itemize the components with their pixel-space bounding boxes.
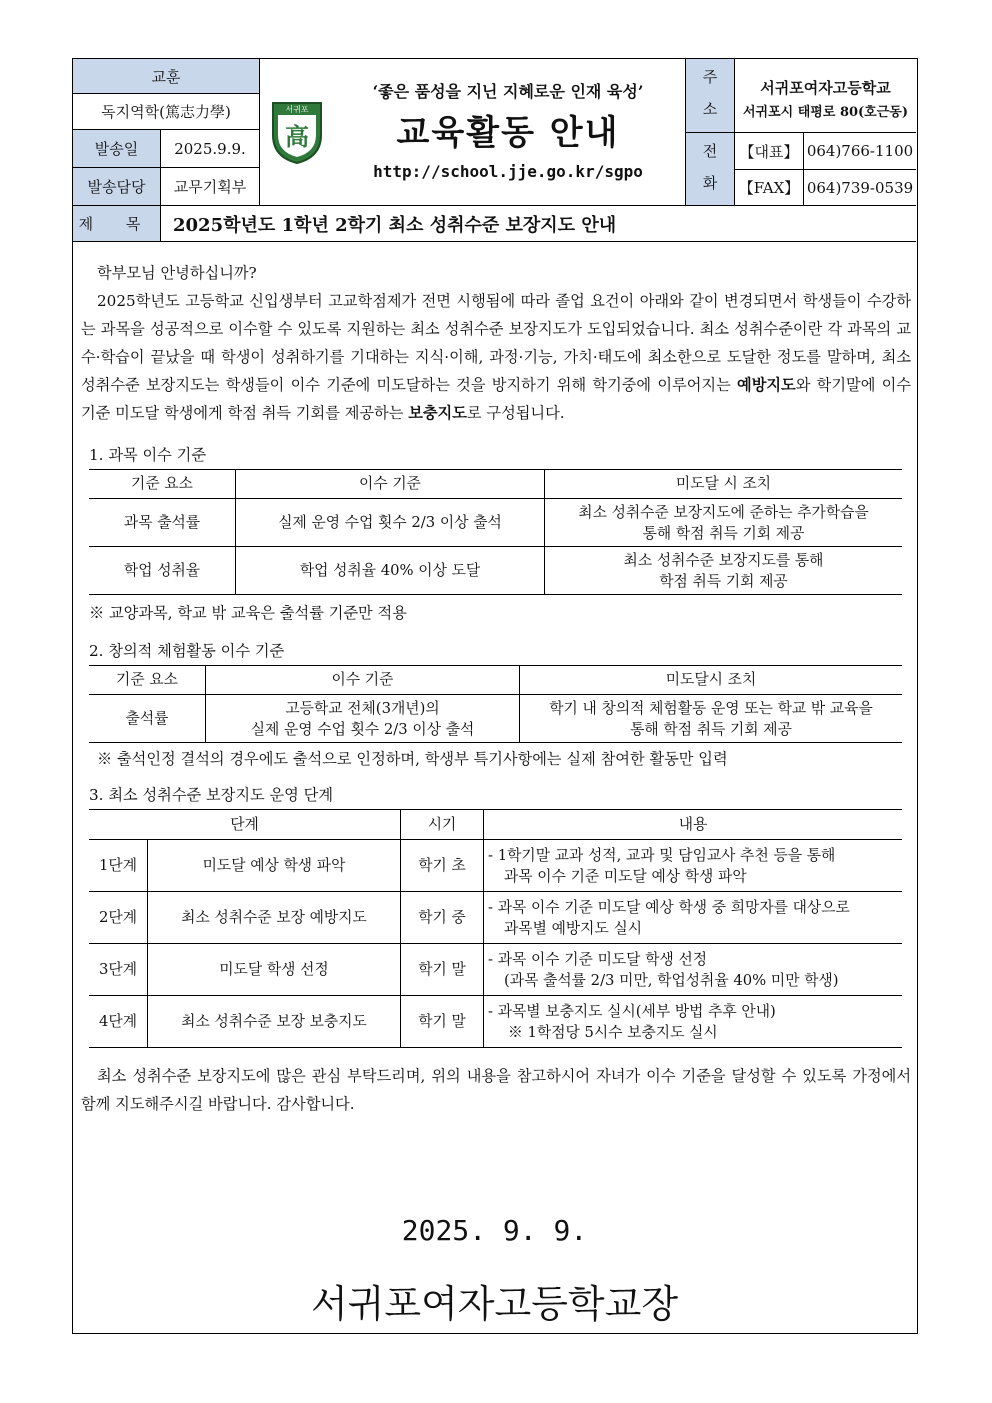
phone-label: 전 화 (686, 132, 734, 205)
table-cell: 학기 말 (401, 944, 484, 996)
intro-bold-supplementary: 보충지도 (408, 404, 467, 422)
fax-value: 064)739-0539 (803, 169, 916, 205)
section3-title: 3. 최소 성취수준 보장지도 운영 단계 (89, 786, 334, 804)
column-header: 내용 (484, 810, 903, 840)
table-cell: 학기 초 (401, 840, 484, 892)
date-value: 2025.9.9. (160, 129, 259, 167)
section2-title: 2. 창의적 체험활동 이수 기준 (89, 642, 285, 660)
subject-label: 제 목 (73, 206, 160, 241)
date-label: 발송일 (73, 129, 160, 167)
sign-date: 2025. 9. 9. (401, 1214, 588, 1247)
column-header: 단계 (89, 810, 401, 840)
operation-steps-table (89, 809, 902, 1048)
table-cell: 최소 성취수준 보장 예방지도 (148, 892, 401, 944)
cell-line: 학점 취득 기회 제공 (659, 572, 788, 590)
slogan: ‘좋은 품성을 지닌 지혜로운 인재 육성’ (372, 82, 644, 101)
table-row (89, 996, 902, 1048)
cell-line: ※ 1학점당 5시수 보충지도 실시 (508, 1023, 718, 1041)
cell-line: 최소 성취수준 보장지도에 준하는 추가학습을 (578, 503, 869, 521)
table-cell: 학기 말 (401, 996, 484, 1048)
fax-label: 【FAX】 (735, 169, 803, 205)
table-cell: 3단계 (89, 944, 148, 996)
cell-line: 실제 운영 수업 횟수 2/3 이상 출석 (250, 720, 475, 738)
table-cell: 실제 운영 수업 횟수 2/3 이상 출석 (236, 499, 545, 547)
table-cell: 출석률 (89, 695, 206, 743)
cell-line: 최소 성취수준 보장지도를 통해 (623, 551, 824, 569)
cell-line: - 과목별 보충지도 실시(세부 방법 추후 안내) (488, 1002, 776, 1020)
table-cell (545, 547, 903, 595)
cell-line: 통해 학점 취득 기회 제공 (642, 524, 805, 542)
table-cell: 학업 성취율 40% 이상 도달 (236, 547, 545, 595)
cell-line: - 1학기말 교과 성적, 교과 및 담임교사 추천 등을 통해 (488, 846, 836, 864)
column-header: 이수 기준 (206, 666, 520, 695)
subject-row (73, 205, 916, 242)
table-cell (206, 695, 520, 743)
school-emblem-icon (269, 99, 325, 165)
school-address: 서귀포시 태평로 80(호근동) (742, 105, 909, 120)
intro-text-3: 로 구성됩니다. (466, 404, 565, 422)
closing-paragraph: 최소 성취수준 보장지도에 많은 관심 부탁드리며, 위의 내용을 참고하시어 자녀가 이수 기준을 달성할 수 있도록 가정에서 함께 지도해주시길 바랍니다. 감사합니다. (81, 1067, 911, 1113)
intro-text-1: 2025학년도 고등학교 신입생부터 고교학점제가 전면 시행됨에 따라 졸업 요건이 아래와 같이 변경되면서 학생들이 수강하는 과목을 성공적으로 이수할 수 있도록 지원하는 최소 성취수준 보장지도가 도입되었습니다. 최소 성취수준이란 각 과목의 교수·학습이 끝났을 때 학생이 성취하기를 기대하는 지식·이해, 과정·기능, 가치·태도에 최소한으로 도달한 정도를 말하며, 최소 성취수준 보장지도는 학생들이 이수 기준에 미도달하는 것을 방지하기 위해 학기중에 이루어지는 (81, 292, 911, 394)
table-cell: 과목 출석률 (89, 499, 236, 547)
principal-signature: 서귀포여자고등학교장 (310, 1282, 679, 1326)
motto-value: 독지역학(篤志力學) (73, 93, 259, 129)
table-cell: 1단계 (89, 840, 148, 892)
table-cell: 미도달 예상 학생 파악 (148, 840, 401, 892)
school-name: 서귀포여자고등학교 (760, 79, 891, 97)
cell-line: 통해 학점 취득 기회 제공 (630, 720, 792, 738)
greeting: 학부모님 안녕하십니까? (97, 264, 257, 282)
table-row (89, 892, 902, 944)
table-cell: 2단계 (89, 892, 148, 944)
table-header-row (89, 810, 902, 840)
table-cell (484, 892, 903, 944)
column-header: 시기 (401, 810, 484, 840)
activity-criteria-table (89, 665, 902, 743)
table-row (89, 840, 902, 892)
tel-label: 【대표】 (735, 132, 803, 169)
dept-value: 교무기획부 (160, 167, 259, 205)
table-cell: 최소 성취수준 보장 보충지도 (148, 996, 401, 1048)
table-cell (484, 944, 903, 996)
document-frame (72, 58, 918, 1334)
letterhead (73, 59, 916, 242)
table-cell: 학기 중 (401, 892, 484, 944)
cell-line: 과목 이수 기준 미도달 예상 학생 파악 (504, 867, 747, 885)
main-title: 교육활동 안내 (396, 113, 620, 153)
letter-body (81, 259, 911, 1118)
cell-line: (과목 출석률 2/3 미만, 학업성취율 40% 미만 학생) (504, 971, 839, 989)
table-row (89, 695, 902, 743)
cell-line: - 과목 이수 기준 미도달 예상 학생 중 희망자를 대상으로 (488, 898, 850, 916)
cell-line: 고등학교 전체(3개년)의 (285, 699, 440, 717)
section2-note: ※ 출석인정 결석의 경우에도 출석으로 인정하며, 학생부 특기사항에는 실제 참여한 활동만 입력 (97, 750, 728, 768)
column-header: 기준 요소 (89, 666, 206, 695)
table-cell (484, 840, 903, 892)
school-url[interactable]: http://school.jje.go.kr/sgpo (373, 162, 643, 181)
subject-value: 2025학년도 1학년 2학기 최소 성취수준 보장지도 안내 (160, 206, 916, 241)
table-cell (484, 996, 903, 1048)
cell-line: 과목별 예방지도 실시 (504, 919, 643, 937)
motto-label: 교훈 (73, 59, 259, 93)
cell-line: 학기 내 창의적 체험활동 운영 또는 학교 밖 교육을 (549, 699, 873, 717)
section1-title: 1. 과목 이수 기준 (89, 446, 207, 464)
section1-note: ※ 교양과목, 학교 밖 교육은 출석률 기준만 적용 (89, 604, 407, 622)
table-cell (545, 499, 903, 547)
emblem-center-text: 高 (285, 122, 309, 151)
table-header-row (89, 470, 902, 499)
cell-line: - 과목 이수 기준 미도달 학생 선정 (488, 950, 708, 968)
table-row (89, 547, 902, 595)
tel-value: 064)766-1100 (803, 132, 916, 169)
address-block (735, 59, 916, 132)
column-header: 이수 기준 (236, 470, 545, 499)
column-header: 미도달시 조치 (520, 666, 903, 695)
table-header-row (89, 666, 902, 695)
table-cell: 학업 성취율 (89, 547, 236, 595)
table-cell: 미도달 학생 선정 (148, 944, 401, 996)
table-cell (520, 695, 903, 743)
intro-text-2: 와 학기말에 이수 기준 미도달 학생에게 학점 취득 기회를 제공하는 (81, 376, 911, 422)
dept-label: 발송담당 (73, 167, 160, 205)
column-header: 미도달 시 조치 (545, 470, 903, 499)
course-criteria-table (89, 469, 902, 595)
table-row (89, 499, 902, 547)
table-cell: 4단계 (89, 996, 148, 1048)
intro-paragraph (81, 287, 911, 427)
table-row (89, 944, 902, 996)
intro-bold-prevention: 예방지도 (737, 376, 796, 394)
column-header: 기준 요소 (89, 470, 236, 499)
emblem-top-text: 서귀포 (285, 105, 309, 114)
address-label: 주 소 (686, 59, 734, 132)
